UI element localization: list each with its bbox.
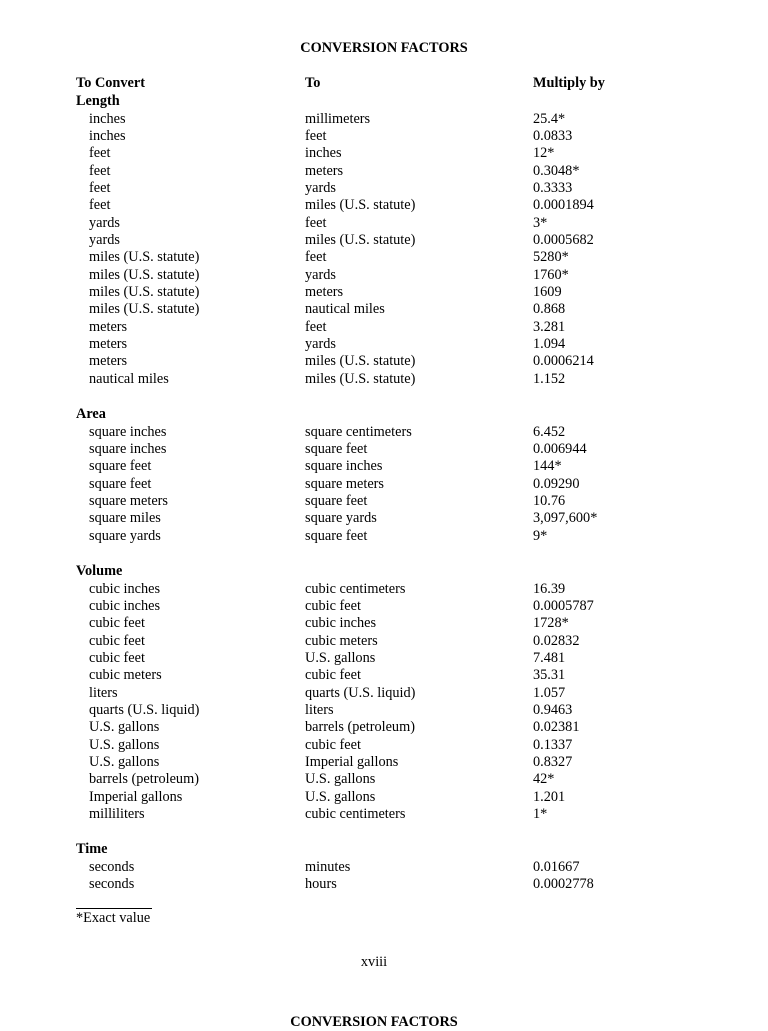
section-heading: Time xyxy=(76,841,108,857)
from-unit: meters xyxy=(89,318,128,335)
conversion-factor: 0.02381 xyxy=(533,719,580,736)
to-unit: meters xyxy=(305,162,344,179)
table-row xyxy=(0,771,768,788)
conversion-factor: 10.76 xyxy=(533,492,566,509)
table-row xyxy=(0,876,768,893)
conversion-factor: 0.006944 xyxy=(533,440,587,457)
from-unit: square inches xyxy=(89,423,167,440)
table-row xyxy=(0,581,768,598)
table-row xyxy=(0,615,768,632)
to-unit: cubic centimeters xyxy=(305,580,406,597)
table-row xyxy=(0,476,768,493)
table-row xyxy=(0,163,768,180)
from-unit: square meters xyxy=(89,492,168,509)
table-row xyxy=(0,667,768,684)
conversion-factor: 16.39 xyxy=(533,580,566,597)
from-unit: feet xyxy=(89,179,111,196)
column-header-to: To xyxy=(305,75,321,91)
table-row xyxy=(0,510,768,527)
from-unit: liters xyxy=(89,684,118,701)
from-unit: cubic feet xyxy=(89,632,145,649)
to-unit: feet xyxy=(305,318,327,335)
conversion-factor: 0.0005682 xyxy=(533,231,594,248)
conversion-factor: 0.02832 xyxy=(533,632,580,649)
to-unit: U.S. gallons xyxy=(305,771,376,788)
to-unit: miles (U.S. statute) xyxy=(305,353,416,370)
to-unit: cubic centimeters xyxy=(305,806,406,823)
section-heading: Area xyxy=(76,406,106,422)
conversion-factor: 3,097,600* xyxy=(533,510,598,527)
table-row xyxy=(0,702,768,719)
from-unit: feet xyxy=(89,197,111,214)
to-unit: cubic meters xyxy=(305,632,378,649)
conversion-factor: 12* xyxy=(533,145,555,162)
from-unit: meters xyxy=(89,353,128,370)
to-unit: Imperial gallons xyxy=(305,754,399,770)
to-unit: square meters xyxy=(305,475,384,492)
table-row xyxy=(0,284,768,301)
from-unit: U.S. gallons xyxy=(89,754,160,770)
table-row xyxy=(0,249,768,266)
conversion-factor: 1.152 xyxy=(533,370,566,387)
to-unit: yards xyxy=(305,336,336,353)
to-unit: meters xyxy=(305,284,344,300)
table-row xyxy=(0,737,768,754)
table-row xyxy=(0,371,768,388)
from-unit: quarts (U.S. liquid) xyxy=(89,701,200,718)
conversion-factor: 1760* xyxy=(533,266,569,283)
table-row xyxy=(0,424,768,441)
to-unit: feet xyxy=(305,127,327,144)
to-unit: yards xyxy=(305,179,336,196)
footnote: *Exact value xyxy=(76,910,151,926)
from-unit: feet xyxy=(89,145,111,162)
from-unit: square miles xyxy=(89,510,161,527)
from-unit: inches xyxy=(89,110,126,127)
from-unit: square feet xyxy=(89,458,152,475)
conversion-factor: 9* xyxy=(533,527,548,544)
table-row xyxy=(0,754,768,771)
conversion-factor: 0.8327 xyxy=(533,754,573,770)
from-unit: miles (U.S. statute) xyxy=(89,266,200,283)
table-row xyxy=(0,493,768,510)
from-unit: miles (U.S. statute) xyxy=(89,284,200,300)
column-header-from: To Convert xyxy=(76,75,145,91)
conversion-factor: 0.3333 xyxy=(533,179,573,196)
to-unit: millimeters xyxy=(305,110,371,127)
table-row xyxy=(0,111,768,128)
from-unit: meters xyxy=(89,336,128,353)
conversion-factor: 42* xyxy=(533,771,555,788)
conversion-factor: 0.3048* xyxy=(533,162,580,179)
table-row xyxy=(0,301,768,318)
conversion-factor: 0.868 xyxy=(533,301,566,318)
from-unit: square inches xyxy=(89,440,167,457)
page-number: xviii xyxy=(360,954,388,970)
conversion-factor: 0.9463 xyxy=(533,701,573,718)
from-unit: nautical miles xyxy=(89,370,169,387)
from-unit: yards xyxy=(89,214,120,231)
from-unit: U.S. gallons xyxy=(89,719,160,736)
to-unit: feet xyxy=(305,214,327,231)
from-unit: seconds xyxy=(89,875,135,892)
conversion-factor: 1.201 xyxy=(533,788,566,805)
conversion-factor: 1609 xyxy=(533,284,562,300)
to-unit: liters xyxy=(305,701,334,718)
from-unit: seconds xyxy=(89,858,135,875)
to-unit: cubic feet xyxy=(305,667,361,684)
page-title: CONVERSION FACTORS xyxy=(300,40,468,56)
conversion-factor: 0.01667 xyxy=(533,858,580,875)
from-unit: cubic meters xyxy=(89,667,162,684)
conversion-factor: 3* xyxy=(533,214,548,231)
from-unit: milliliters xyxy=(89,806,145,823)
to-unit: hours xyxy=(305,875,337,892)
to-unit: square feet xyxy=(305,527,368,544)
to-unit: minutes xyxy=(305,858,351,875)
from-unit: inches xyxy=(89,127,126,144)
from-unit: U.S. gallons xyxy=(89,736,160,753)
table-row xyxy=(0,719,768,736)
conversion-factor: 0.09290 xyxy=(533,475,580,492)
from-unit: feet xyxy=(89,162,111,179)
to-unit: miles (U.S. statute) xyxy=(305,370,416,387)
from-unit: cubic inches xyxy=(89,597,161,614)
conversion-factor: 0.1337 xyxy=(533,736,573,753)
table-row xyxy=(0,789,768,806)
section-heading: Volume xyxy=(76,563,123,579)
to-unit: square centimeters xyxy=(305,423,412,440)
table-row xyxy=(0,528,768,545)
section-heading: Length xyxy=(76,93,120,109)
from-unit: square feet xyxy=(89,475,152,492)
table-row xyxy=(0,215,768,232)
to-unit: nautical miles xyxy=(305,301,385,318)
to-unit: U.S. gallons xyxy=(305,649,376,666)
to-unit: cubic feet xyxy=(305,597,361,614)
table-row xyxy=(0,353,768,370)
to-unit: square inches xyxy=(305,458,383,475)
conversion-factor: 1* xyxy=(533,806,548,823)
table-row xyxy=(0,232,768,249)
footnote-divider xyxy=(76,908,152,909)
conversion-factor: 144* xyxy=(533,458,562,475)
conversion-factor: 3.281 xyxy=(533,318,566,335)
table-row xyxy=(0,267,768,284)
conversion-factor: 35.31 xyxy=(533,667,566,684)
from-unit: miles (U.S. statute) xyxy=(89,301,200,318)
to-unit: feet xyxy=(305,249,327,266)
table-row xyxy=(0,336,768,353)
to-unit: U.S. gallons xyxy=(305,788,376,805)
conversion-factor: 0.0005787 xyxy=(533,597,594,614)
to-unit: miles (U.S. statute) xyxy=(305,231,416,248)
conversion-factor: 6.452 xyxy=(533,423,566,440)
to-unit: inches xyxy=(305,145,342,162)
table-row xyxy=(0,197,768,214)
to-unit: yards xyxy=(305,266,336,283)
to-unit: cubic inches xyxy=(305,615,377,632)
table-row xyxy=(0,806,768,823)
table-row xyxy=(0,633,768,650)
to-unit: cubic feet xyxy=(305,736,361,753)
table-row xyxy=(0,441,768,458)
to-unit: miles (U.S. statute) xyxy=(305,197,416,214)
table-row xyxy=(0,859,768,876)
conversion-factor: 1.057 xyxy=(533,684,566,701)
next-page-title: CONVERSION FACTORS xyxy=(290,1014,458,1030)
conversion-factor: 5280* xyxy=(533,249,569,266)
table-row xyxy=(0,180,768,197)
conversion-factor: 0.0001894 xyxy=(533,197,594,214)
to-unit: square feet xyxy=(305,492,368,509)
from-unit: square yards xyxy=(89,527,161,544)
from-unit: cubic feet xyxy=(89,649,145,666)
column-header-row xyxy=(0,75,768,92)
table-row xyxy=(0,145,768,162)
from-unit: miles (U.S. statute) xyxy=(89,249,200,266)
conversion-factor: 0.0006214 xyxy=(533,353,594,370)
conversion-factor: 0.0833 xyxy=(533,127,573,144)
conversion-factor: 0.0002778 xyxy=(533,875,594,892)
from-unit: cubic feet xyxy=(89,615,145,632)
conversion-factor: 1728* xyxy=(533,615,569,632)
table-row xyxy=(0,685,768,702)
table-row xyxy=(0,458,768,475)
conversion-factor: 7.481 xyxy=(533,649,566,666)
to-unit: square yards xyxy=(305,510,377,527)
conversion-factor: 25.4* xyxy=(533,110,566,127)
from-unit: cubic inches xyxy=(89,580,161,597)
table-row xyxy=(0,650,768,667)
table-row xyxy=(0,128,768,145)
table-row xyxy=(0,598,768,615)
from-unit: yards xyxy=(89,231,120,248)
to-unit: barrels (petroleum) xyxy=(305,719,415,736)
column-header-factor: Multiply by xyxy=(533,75,605,91)
conversion-factor: 1.094 xyxy=(533,336,566,353)
table-row xyxy=(0,319,768,336)
from-unit: barrels (petroleum) xyxy=(89,771,199,788)
to-unit: square feet xyxy=(305,440,368,457)
to-unit: quarts (U.S. liquid) xyxy=(305,684,416,701)
from-unit: Imperial gallons xyxy=(89,788,183,805)
